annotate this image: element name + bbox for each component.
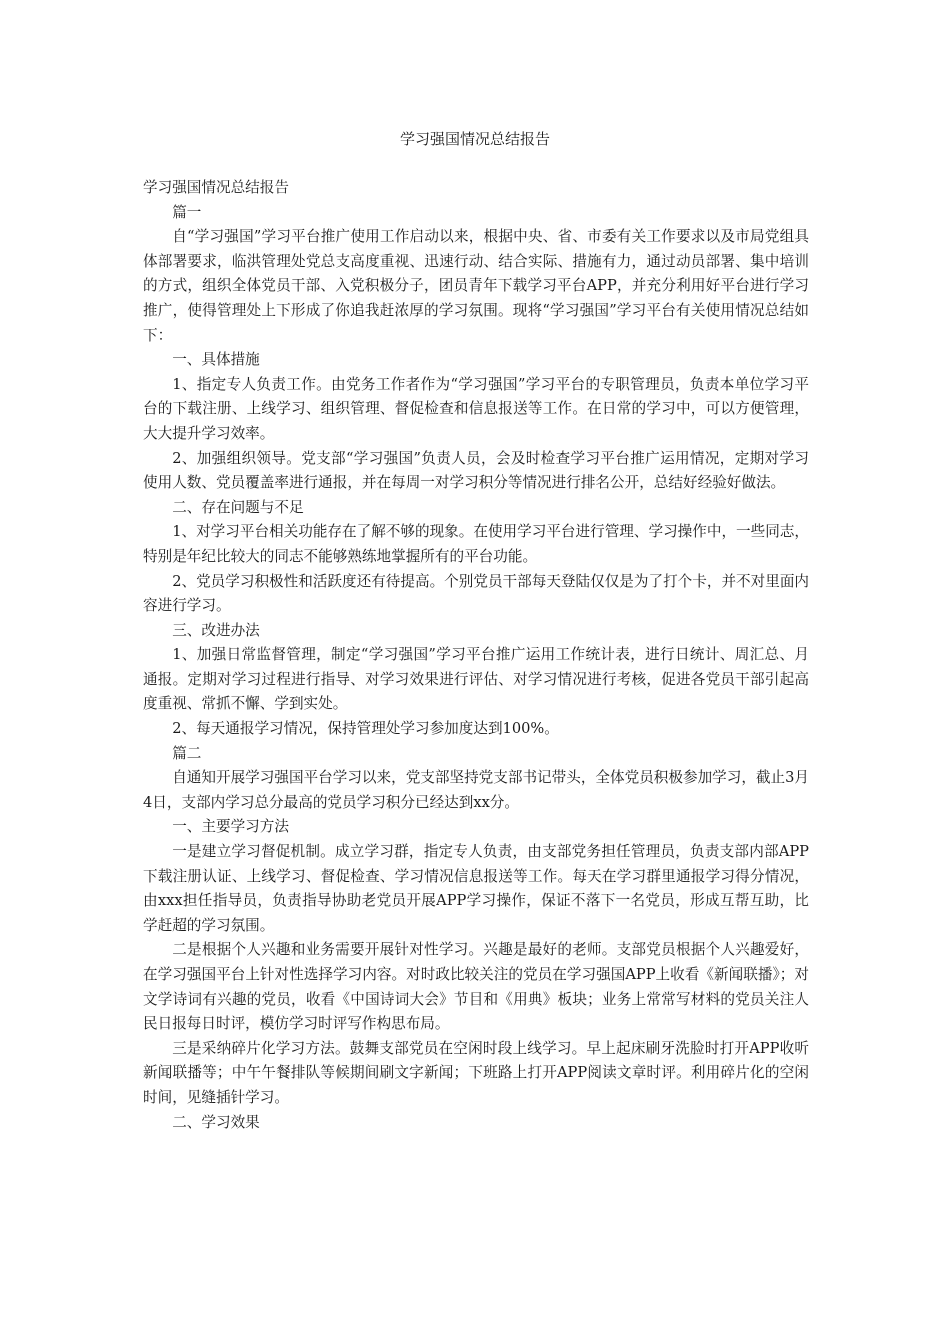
section-heading-part-one: 篇一 <box>172 203 202 221</box>
paragraph: 自“学习强国”学习平台推广使用工作启动以来，根据中央、省、市委有关工作要求以及市局党组具体部署要求，临洪管理处党总支高度重视、迅速行动、结合实际、措施有力，通过动员部署、集中培训的方式，组织全体党员干部、入党积极分子，团员青年下载学习平台APP，并充分利用好平台进行学习推广，使得管理处上下形成了你追我赶浓厚的学习氛围。现将“学习强国”学习平台有关使用情况总结如下： <box>143 228 809 344</box>
section-heading: 二、存在问题与不足 <box>172 498 304 516</box>
paragraph: 二是根据个人兴趣和业务需要开展针对性学习。兴趣是最好的老师。支部党员根据个人兴趣爱好，在学习强国平台上针对性选择学习内容。对时政比较关注的党员在学习强国APP上收看《新闻联播》；对文学诗词有兴趣的党员，收看《中国诗词大会》节目和《用典》板块；业务上常常写材料的党员关注人民日报每日时评，模仿学习时评写作构思布局。 <box>143 941 809 1033</box>
paragraph: 一是建立学习督促机制。成立学习群，指定专人负责，由支部党务担任管理员，负责支部内部APP下载注册认证、上线学习、督促检查、学习情况信息报送等工作。每天在学习群里通报学习得分情况，由xxx担任指导员，负责指导协助老党员开展APP学习操作，保证不落下一名党员，形成互帮互助，比学赶超的学习氛围。 <box>143 843 809 934</box>
paragraph: 2、每天通报学习情况，保持管理处学习参加度达到100%。 <box>172 720 559 738</box>
section-heading: 一、具体措施 <box>172 351 260 369</box>
section-heading: 三、改进办法 <box>172 621 260 639</box>
paragraph: 2、党员学习积极性和活跃度还有待提高。个别党员干部每天登陆仅仅是为了打个卡，并不对里面内容进行学习。 <box>143 572 810 615</box>
page-title: 学习强国情况总结报告 <box>399 130 550 148</box>
section-heading: 一、主要学习方法 <box>172 818 289 836</box>
document-body <box>143 176 809 1135</box>
paragraph: 三是采纳碎片化学习方法。鼓舞支部党员在空闲时段上线学习。早上起床刷牙洗脸时打开APP收听新闻联播等；中午午餐排队等候期间刷文字新闻；下班路上打开APP阅读文章时评。利用碎片化的空闲时间，见缝插针学习。 <box>143 1039 809 1106</box>
paragraph: 2、加强组织领导。党支部“学习强国”负责人员，会及时检查学习平台推广运用情况，定期对学习使用人数、党员覆盖率进行通报，并在每周一对学习积分等情况进行排名公开，总结好经验好做法。 <box>143 449 809 492</box>
section-heading: 二、学习效果 <box>172 1113 260 1131</box>
paragraph: 1、加强日常监督管理，制定“学习强国”学习平台推广运用工作统计表，进行日统计、周汇总、月通报。定期对学习过程进行指导、对学习效果进行评估、对学习情况进行考核，促进各党员干部引起高度重视、常抓不懈、学到实处。 <box>143 646 809 713</box>
section-heading-part-two: 篇二 <box>172 744 202 762</box>
paragraph: 自通知开展学习强国平台学习以来，党支部坚持党支部书记带头，全体党员积极参加学习，截止3月4日，支部内学习总分最高的党员学习积分已经达到xx分。 <box>143 769 810 811</box>
paragraph: 1、对学习平台相关功能存在了解不够的现象。在使用学习平台进行管理、学习操作中，一些同志，特别是年纪比较大的同志不能够熟练地掌握所有的平台功能。 <box>143 523 810 565</box>
paragraph-subtitle: 学习强国情况总结报告 <box>143 179 289 196</box>
paragraph: 1、指定专人负责工作。由党务工作者作为“学习强国”学习平台的专职管理员，负责本单位学习平台的下载注册、上线学习、组织管理、督促检查和信息报送等工作。在日常的学习中，可以方便管理，大大提升学习效率。 <box>143 375 809 442</box>
